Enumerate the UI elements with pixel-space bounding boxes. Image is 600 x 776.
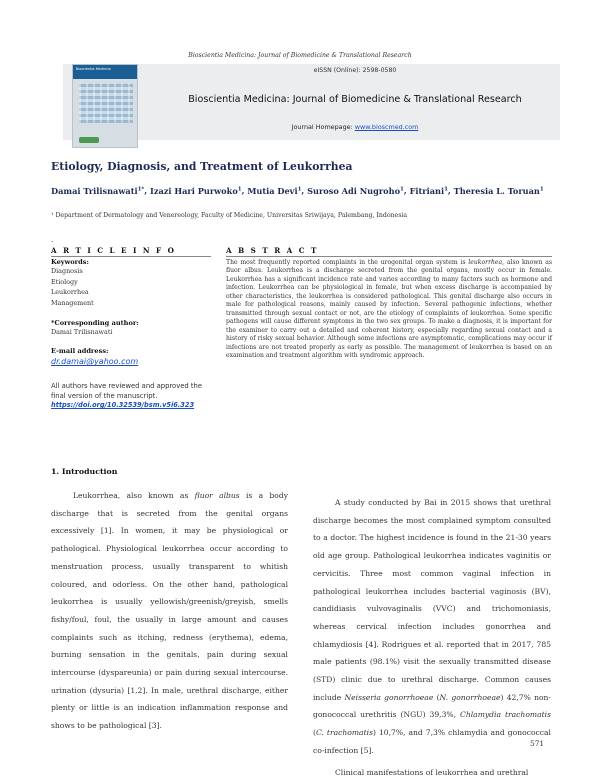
abstract [226, 246, 552, 360]
paragraph: A study conducted by Bai in 2015 shows that urethral discharge becomes the most complained symptom consulted to a doctor. The highest incidence is found in the 21-30 years old age group. Pathological leukorrhea indicates vaginitis or cervicitis. Three most common vaginal infection in pathological leukorrhea includes bacterial vaginosis (BV), candidiasis vulvovaginalis (VVC) and trichomoniasis, whereas cervical infection includes gonorrhea and chlamydiosis [4]. Rodrigues et al. reported that in 2017, 785 male patients (98.1%) visit the sexually transmitted disease (STD) clinic due to urethral discharge. Common causes include Neisseria gonorrhoeae (N. gonorrhoeae) 42,7% non-gonococcal urethritis (NGU) 39,3%, Chlamydia trachomatis (C. trachomatis) 10,7%, and 7,3% chlamydia and gonococcal co-infection [5]. [313, 498, 551, 755]
approval-statement: All authors have reviewed and approved the final version of the manuscript. [51, 382, 203, 400]
keyword: Diagnosis [51, 267, 83, 275]
keyword: Etiology [51, 277, 78, 286]
author: Mutia Devi$^1$ [247, 185, 302, 196]
article-info-heading: A R T I C L E I N F O [51, 246, 211, 257]
corresponding-author-name: Damai Trilisnawati [51, 327, 113, 336]
eissn: eISSN (Online): 2598-0580 [313, 67, 397, 74]
cover-artwork-overlay [79, 83, 133, 123]
keyword: Management [51, 299, 94, 308]
author: Fitriani$^1$ [409, 185, 448, 196]
author: Izazi Hari Purwoko$^1$ [150, 185, 242, 196]
paragraph: Clinical manifestations of leukorrhea and urethral [335, 767, 529, 776]
section-heading-introduction: 1. Introduction [51, 467, 118, 476]
corresponding-author-label: *Corresponding author: [51, 318, 139, 327]
body-column-right [313, 494, 551, 776]
running-head: Bioscientia Medicina: Journal of Biomedicine & Translational Research [188, 52, 412, 59]
page-number: 571 [530, 739, 545, 748]
keyword: Leukorrhea [51, 288, 89, 297]
keyword-list [51, 266, 211, 309]
author: Damai Trilisnawati$^{1*}$ [51, 185, 145, 196]
affiliation: ¹ Department of Dermatology and Venereology, Faculty of Medicine, Universitas Sriwijaya, Palembang, Indonesia [51, 212, 408, 219]
abstract-heading: A B S T R A C T [226, 246, 552, 257]
homepage-label: Journal Homepage: [291, 123, 355, 131]
author: Theresia L. Toruan$^1$ [453, 185, 544, 196]
separator-dot: . [51, 236, 54, 244]
paper-title: Etiology, Diagnosis, and Treatment of Leukorrhea [51, 160, 353, 173]
paragraph: Leukorrhea, also known as fluor albus is a body discharge that is secreted from the genital organs excessively [1]. In women, it may be physiological or pathological. Physiological leukorrhea occur according to menstruation process, usually transparent to whitish coloured, and odorless. On the other hand, pathological leukorrhea is usually yellowish/greenish/greyish, smells fishy/foul, foul, the usually in large amount and causes complaints such as itching, redness (erythema), edema, burning sensation in the genitals, pain during sexual intercourse (dyspareunia) or pain during sexual intercourse. urination (dysuria) [1,2]. In male, urethral discharge, either plenty or little is an indication inflammation response and shows to be pathological [3]. [51, 491, 288, 731]
journal-title: Bioscientia Medicina: Journal of Biomedicine & Translational Research [188, 94, 522, 105]
author-list: Damai Trilisnawati$^{1*}$, Izazi Hari Purwoko$^1$, Mutia Devi$^1$, Suroso Adi Nugroho$^1$, Fitriani$^1$, Theresia L. Toruan$^1$ [51, 185, 544, 196]
journal-cover-image [72, 64, 138, 148]
homepage-link[interactable]: www.bioscmed.com [354, 123, 419, 131]
keywords-label: Keywords: [51, 258, 89, 266]
email-link[interactable]: dr.damai@yahoo.com [51, 357, 139, 367]
email-label: E-mail address: [51, 347, 109, 356]
abstract-text: The most frequently reported complaints in the urogenital organ system is leukorrhea, also known as fluor albus. Leukorrhea is a discharge secreted from the genital organs, mostly occur in female. Leukorrhea has a significant incidence rate and varies according to many factors such as hormone and infection. Leukorrhea can be physiological in female, but when excess discharge is accompanied by other characteristics, the leukorrhea is considered pathological. This genital discharge also occurs in male for pathological reasons, mainly caused by infection. Several pathogenic infections, whether transmitted through sexual contact or not, are the etiology of complaints of leukorrhea. Some specific pathogens will cause different symptoms in the two sex groups. To make a diagnosis, it is important for the examiner to carry out a detailed and coherent history, especially regarding sexual contact and a history of risky sexual behavior. Although some infections are asymptomatic, complications may occur if infections are not treated properly as early as possible. The management of leukorrhea is based on an examination and treatment algorithm with syndromic approach. [226, 259, 552, 359]
article-info [51, 246, 211, 409]
journal-homepage [150, 123, 560, 131]
cover-publisher-logo [79, 137, 99, 143]
cover-title: Bioscientia Medicina [76, 67, 111, 71]
author: Suroso Adi Nugroho$^1$ [307, 185, 404, 196]
body-column-left [51, 467, 288, 735]
doi-link[interactable]: https://doi.org/10.32539/bsm.v5i6.323 [51, 401, 195, 410]
